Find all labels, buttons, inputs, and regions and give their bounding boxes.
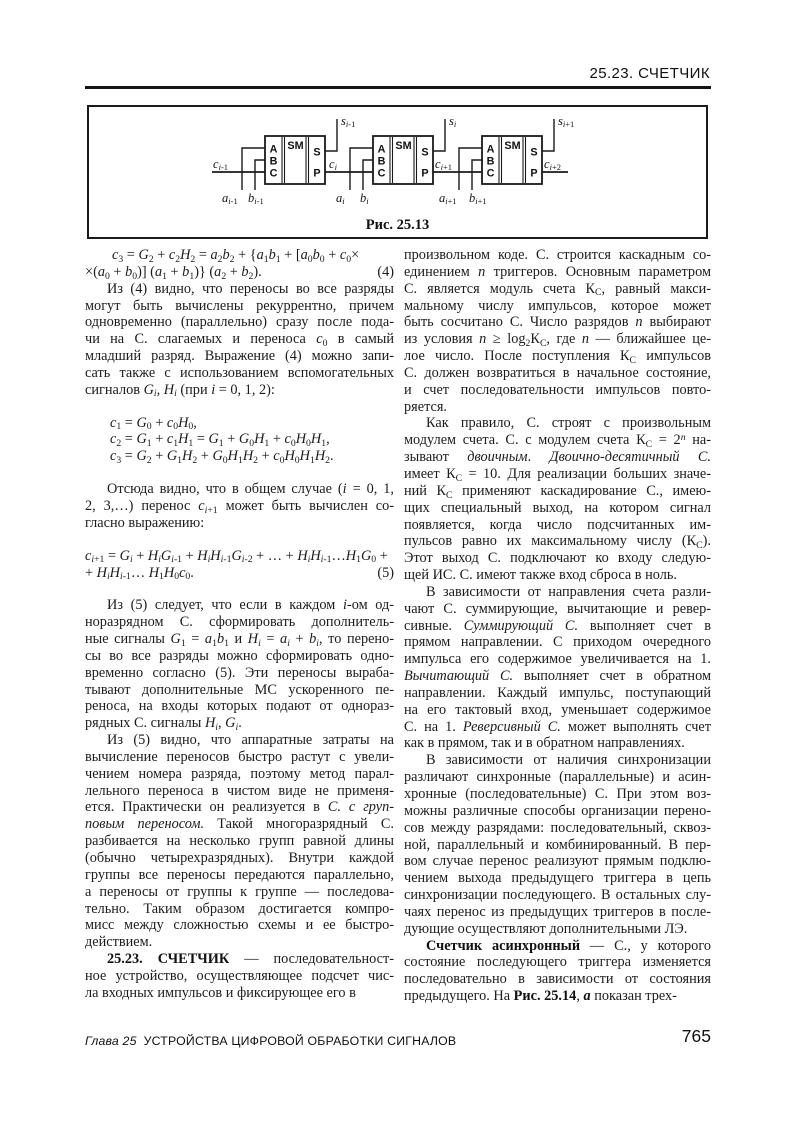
text-line: чи на С. слагаемых и переноса $c_0$ в самый xyxy=(85,331,394,349)
text-line: чаях перенос из предыдущих триггеров в после- xyxy=(404,903,711,920)
column-left xyxy=(85,247,394,1002)
text-line: имеет $К_С = 10$. Для реализации больших значе- xyxy=(404,465,712,484)
text-line: сать также с использованием вспомогательных xyxy=(85,364,394,381)
text-line: Из (4) видно, что переносы во все разряды xyxy=(107,280,394,297)
text-line: (обычно четырехразрядных). Внутри каждой xyxy=(85,850,394,866)
signal-label: $b_{i-1}$ xyxy=(248,191,264,207)
text-line: ний $К_С$ применяют каскадирование С., имею- xyxy=(404,482,711,501)
text-line: импульса его содержимое увеличивается на 1. xyxy=(404,651,711,668)
text-line: вычисление переносов быстро растут с увели- xyxy=(85,748,394,765)
signal-label: $s_{i+1}$ xyxy=(558,114,575,130)
text-line: С. является модуль счета $К_С$, равный макси- xyxy=(404,280,711,299)
text-line: направлении. Каждый импульс, поступающий xyxy=(404,684,711,701)
text-line: Вычитающий С. выполняет счет в обратном xyxy=(404,668,711,685)
text-line: норазрядном С. сформировать дополнитель- xyxy=(85,614,394,631)
text-line: лое число. После поступления $К_С$ импульсов xyxy=(404,348,711,366)
text-line: модулем счета. С. с модулем счета $К_С = 2^n$ на- xyxy=(404,431,711,450)
text-line: лельного переноса в чистом виде не применя- xyxy=(85,782,394,799)
running-head: 25.23. СЧЕТЧИК xyxy=(589,65,710,82)
text-block xyxy=(85,281,394,399)
text-line: временно согласно (5). Эти переносы выраба- xyxy=(85,664,394,681)
text-line: пульсов равно их максимальному числу $(К_С)$. xyxy=(404,533,711,552)
text-line: действием. xyxy=(85,934,153,951)
text-line: $c_2 = G_1 + c_1H_1 = G_1 + G_0H_1 + c_0H_0H_1$, xyxy=(110,431,330,450)
text-line: Из (5) видно, что аппаратные затраты на xyxy=(107,732,394,749)
text-line: появляется, когда число подсчитанных им- xyxy=(404,516,711,533)
column-right xyxy=(404,247,711,1005)
text-line: чают С. суммирующие, вычитающие и ревер- xyxy=(404,600,711,617)
text-line: дующие осуществляют дополнительными ЛЭ. xyxy=(404,920,688,937)
text-line: ное устройство, осуществляющее подсчет чис- xyxy=(85,967,394,984)
text-line: 2, 3,…) перенос $c_{i+1}$ может быть вычислен со- xyxy=(85,497,395,516)
svg-text:P: P xyxy=(530,167,538,180)
text-line: синхронизации последующего. В остальных слу- xyxy=(404,887,711,904)
text-block xyxy=(85,597,394,732)
signal-label: $b_i$ xyxy=(360,191,369,207)
signal-label: $s_i$ xyxy=(449,114,457,130)
svg-text:C: C xyxy=(377,167,386,180)
svg-text:C: C xyxy=(486,167,495,180)
footer-title: УСТРОЙСТВА ЦИФРОВОЙ ОБРАБОТКИ СИГНАЛОВ xyxy=(143,1034,457,1048)
text-line: вом случае перенос реализуют прямым подклю- xyxy=(404,853,711,870)
text-block xyxy=(404,938,711,1005)
footer-chapter: Глава 25 xyxy=(85,1034,137,1048)
svg-text:S: S xyxy=(421,146,429,159)
text-line: последовательно в зависимости от состояния xyxy=(404,971,711,988)
svg-text:P: P xyxy=(421,167,429,180)
text-line: разбивается на несколько групп равной длины xyxy=(85,833,394,850)
text-line: состояние последующего триггера изменяется xyxy=(404,954,711,971)
signal-label: $c_{i-1}$ xyxy=(213,157,229,173)
text-line: Из (5) следует, что если в каждом i-ом од- xyxy=(107,597,394,614)
signal-label: $c_{i+2}$ xyxy=(544,157,561,173)
text-line: ла входных импульсов и фиксирующее его в xyxy=(85,984,356,1001)
svg-text:SM: SM xyxy=(504,140,521,152)
text-line: предыдущего. На Рис. 25.14, а показан трех- xyxy=(404,988,677,1005)
text-line: ряется. xyxy=(404,398,447,415)
text-line: 25.23. СЧЕТЧИК — последовательност- xyxy=(107,951,394,968)
text-line: группы все переносы передаются параллельно, xyxy=(85,866,394,883)
text-line: рядных С. сигналы $H_i$, $G_i$. xyxy=(85,715,242,733)
text-line: С. должен возвратиться в начальное состояние, xyxy=(404,364,711,381)
text-line: ной, параллельный и комбинированный. В пер- xyxy=(404,836,711,853)
text-block xyxy=(85,415,394,466)
signal-label: $a_i$ xyxy=(336,191,345,207)
text-line: младший разряд. Выражение (4) можно запи- xyxy=(85,348,394,365)
text-line: единением n триггеров. Основным параметром xyxy=(404,263,711,280)
text-line: могут быть вычислены рекуррентно, причем xyxy=(85,297,394,314)
text-line: повым переносом. Такой многоразрядный С. xyxy=(85,816,394,833)
figure-caption: Рис. 25.13 xyxy=(365,217,430,233)
signal-label: $a_{i-1}$ xyxy=(222,191,238,207)
text-block xyxy=(404,752,711,937)
text-line: сы во все разряды можно сформировать одно- xyxy=(85,647,394,664)
text-block xyxy=(404,415,711,583)
text-block xyxy=(404,247,711,415)
text-block xyxy=(85,247,394,281)
svg-text:A: A xyxy=(377,143,386,156)
svg-text:A: A xyxy=(269,143,278,156)
text-line: различают синхронные (параллельные) и асин- xyxy=(404,769,711,786)
text-line: тельно. Таким образом достигается компро- xyxy=(85,900,394,917)
text-block xyxy=(85,951,394,1002)
text-line: Как правило, С. строят с произвольным xyxy=(426,415,711,432)
text-line: В зависимости от направления счета разли- xyxy=(426,583,711,600)
text-line: гласно выражению: xyxy=(85,514,205,531)
text-line: + $H_iH_{i-1}\dots$ $H_1H_0c_0$. (5) xyxy=(85,564,394,583)
svg-text:A: A xyxy=(486,143,495,156)
text-line: Счетчик асинхронный — С., у которого xyxy=(426,937,711,954)
text-line: $c_3 = G_2 + c_2H_2 = a_2b_2 + \{a_1b_1 + [a_0b_0 + c_0\times$ xyxy=(112,247,360,265)
svg-text:C: C xyxy=(269,167,278,180)
svg-text:S: S xyxy=(313,146,321,159)
text-line: можны различные способы организации перено- xyxy=(404,802,711,819)
text-line: В зависимости от наличия синхронизации xyxy=(426,752,711,769)
text-block xyxy=(404,584,711,752)
text-line: Этот выход С. подключают ко входу следую- xyxy=(404,550,711,567)
equation-number: (4) xyxy=(377,263,394,280)
text-line: ется. Практически он реализуется в С. с груп- xyxy=(85,799,394,816)
svg-text:B: B xyxy=(269,155,278,168)
text-line: С. на 1. Реверсивный С. может выполнять счет xyxy=(404,718,711,735)
text-line: щей ИС. С. имеют также вход сброса в ноль. xyxy=(404,567,677,584)
text-line: реноса, на входы которых подают от однораз- xyxy=(85,698,394,715)
text-line: сивные. Суммирующий С. выполняет счет в xyxy=(404,617,711,634)
page-number: 765 xyxy=(681,1026,711,1046)
text-line: ные сигналы $G_1 = a_1b_1$ и $H_i = a_i + b_i$, то перено- xyxy=(85,631,394,649)
signal-label: $a_{i+1}$ xyxy=(439,191,457,207)
text-line: $\times(a_0 + b_0)$] $(a_1 + b_1)$} $(a_2 + b_2)$. (4) xyxy=(85,263,394,282)
text-line: сов между разрядами: последовательный, сквоз- xyxy=(404,819,711,836)
svg-text:B: B xyxy=(486,155,495,168)
text-line: хронные (последовательные) С. При этом воз- xyxy=(404,786,711,802)
text-line: на его тактовый вход, уменьшает содержимое xyxy=(404,701,711,718)
text-block xyxy=(85,481,394,532)
svg-text:B: B xyxy=(377,155,386,168)
svg-text:S: S xyxy=(530,146,538,159)
signal-label: $c_i$ xyxy=(329,157,337,173)
signal-label: $b_{i+1}$ xyxy=(469,191,487,207)
svg-text:P: P xyxy=(313,167,321,180)
text-line: Отсюда видно, что в общем случае (i = 0, 1, xyxy=(107,481,394,498)
text-line: прямом направлении. С приходом очередного xyxy=(404,634,711,651)
text-line: $c_3 = G_2 + G_1H_2 + G_0H_1H_2 + c_0H_0H_1H_2$. xyxy=(110,448,334,466)
text-line: сигналов $G_i$, $H_i$ (при i = 0, 1, 2): xyxy=(85,381,275,400)
text-line: одновременно (параллельно) сразу после пода- xyxy=(85,314,394,331)
text-line: $c_1 = G_0 + c_0H_0$, xyxy=(110,414,197,433)
figure-box xyxy=(87,105,708,239)
header-rule xyxy=(85,86,711,89)
signal-label: $s_{i-1}$ xyxy=(341,114,356,130)
text-line: мальному числу импульсов, которое может xyxy=(404,297,711,314)
text-line: и счет последовательности импульсов повто- xyxy=(404,381,711,398)
text-line: тывают дополнительные МС ускоренного пе- xyxy=(85,681,394,698)
text-line: чением номера разряда, поэтому метод парал- xyxy=(85,765,394,782)
equation-number: (5) xyxy=(377,564,394,581)
text-line: произвольном коде. С. строится каскадным со- xyxy=(404,247,711,263)
svg-text:SM: SM xyxy=(395,140,412,152)
text-line: а переносы от группы к группе — последова- xyxy=(85,883,394,900)
text-block xyxy=(85,732,394,951)
text-line: из условия $n \ge \log_2К_С$, где n — ближайшее це- xyxy=(404,331,712,349)
text-line: зывают двоичным. Двоично-десятичный С. xyxy=(404,449,711,466)
page-footer xyxy=(85,1034,456,1048)
text-block xyxy=(85,548,394,582)
text-line: $c_{i+1} = G_i + H_iG_{i-1} + H_iH_{i-1}G_{i-2}$ + … + $H_iH_{i-1}\dots H_1G_0$ + xyxy=(85,547,388,566)
signal-label: $c_{i+1}$ xyxy=(435,157,452,173)
svg-text:SM: SM xyxy=(287,140,304,152)
text-line: щих специальный выход, на котором сигнал xyxy=(404,499,711,516)
text-line: чением выхода предыдущего триггера в цепь xyxy=(404,870,711,887)
text-line: быть сосчитано С. Число разрядов n выбирают xyxy=(404,314,712,331)
text-line: как в прямом, так и в обратном направлениях. xyxy=(404,735,685,752)
text-line: мисс между сложностью схемы и ее быстро- xyxy=(85,917,394,934)
